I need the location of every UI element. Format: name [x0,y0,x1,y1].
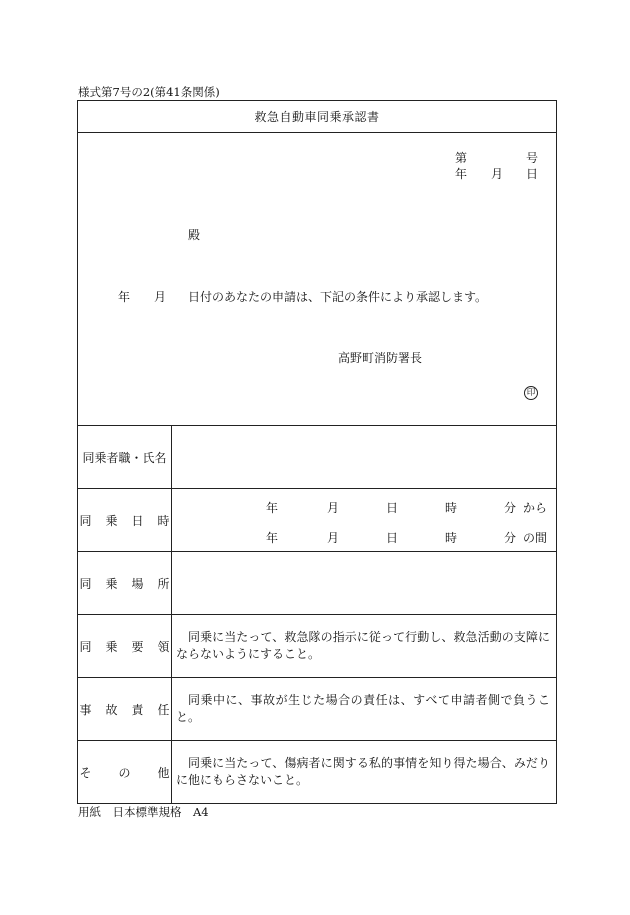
other-cell [172,741,557,804]
seal-icon: 印 [524,386,538,400]
liability-cell [172,678,557,741]
until-suffix: の間 [523,531,548,545]
datetime-label: 同乗日時 [78,489,172,552]
issue-date-year: 年 [455,167,468,181]
other-label: その他 [78,741,172,804]
passenger-field[interactable] [172,426,557,489]
from-suffix: から [523,501,548,515]
number-dai: 第 [455,151,468,165]
liability-label: 事故責任 [78,678,172,741]
applied-year: 年 [118,290,131,304]
form-title: 救急自動車同乗承認書 [78,101,557,133]
from-day: 日 [386,501,399,515]
datetime-field[interactable] [172,489,557,552]
from-minute: 分 [504,501,517,515]
addressee-suffix: 殿 [188,228,201,242]
rules-cell [172,615,557,678]
passenger-label: 同乗者職・氏名 [78,426,172,489]
place-label: 同乗場所 [78,552,172,615]
until-day: 日 [386,531,399,545]
issue-date-day: 日 [526,167,539,181]
until-year: 年 [266,531,279,545]
issuer-name: 高野町消防署長 [338,351,423,365]
other-text: 同乗に当たって、傷病者に関する私的事情を知り得た場合、みだりに他にもらさないこと。 [176,756,551,787]
approval-body [78,133,557,426]
until-hour: 時 [445,531,458,545]
applied-month: 月 [154,290,167,304]
from-year: 年 [266,501,279,515]
place-field[interactable] [172,552,557,615]
from-hour: 時 [445,501,458,515]
liability-text: 同乗中に、事故が生じた場合の責任は、すべて申請者側で負うこと。 [176,693,551,724]
from-month: 月 [327,501,340,515]
number-go: 号 [526,151,539,165]
form-number-label: 様式第7号の2(第41条関係) [78,85,220,99]
until-minute: 分 [504,531,517,545]
paper-size-note: 用紙 日本標準規格 A4 [78,805,209,819]
issue-date-month: 月 [491,167,504,181]
rules-text: 同乗に当たって、救急隊の指示に従って行動し、救急活動の支障にならないようにすること。 [176,630,551,661]
until-month: 月 [327,531,340,545]
approval-form-table [77,100,557,804]
approval-statement: 日付のあなたの申請は、下記の条件により承認します。 [188,290,488,304]
rules-label: 同乗要領 [78,615,172,678]
